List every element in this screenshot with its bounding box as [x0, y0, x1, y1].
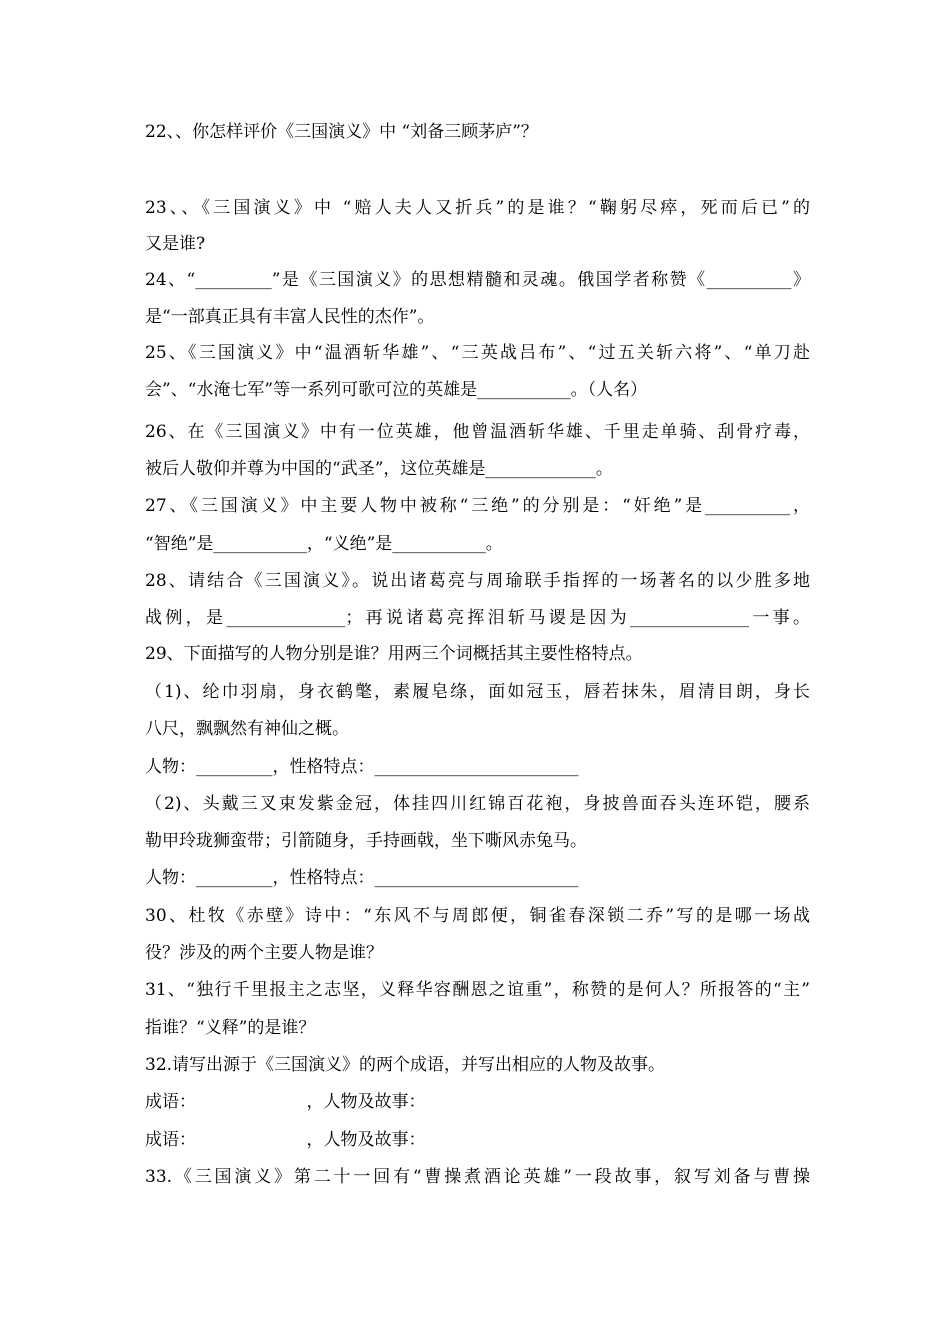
question-23-line-1: 23、、《三国演义》中 “赔人夫人又折兵”的是谁？“鞠躬尽瘁，死而后已”的	[145, 198, 810, 218]
question-31-line-2: 指谁？“义释”的是谁？	[145, 1018, 316, 1038]
question-28-line-1: 28、请结合《三国演义》。说出诸葛亮与周瑜联手指挥的一场著名的以少胜多地	[145, 571, 810, 591]
question-31-line-1: 31、“独行千里报主之志坚，义释华容酬恩之谊重”，称赞的是何人？所报答的“主”	[145, 980, 810, 1000]
question-29-1-answer: 人物：_________，性格特点：________________________	[145, 757, 579, 777]
question-29-2-answer: 人物：_________，性格特点：________________________	[145, 868, 579, 888]
question-22: 22、、你怎样评价《三国演义》中 “刘备三顾茅庐”？	[145, 122, 538, 142]
question-32-idiom-1: 成语： ，人物及故事：	[145, 1092, 426, 1112]
question-29: 29、下面描写的人物分别是谁？用两三个词概括其主要性格特点。	[145, 644, 643, 664]
question-29-2-line-2: 勒甲玲珑狮蛮带；引箭随身，手持画戟，坐下嘶风赤兔马。	[145, 831, 587, 851]
question-24-line-2: 是“一部真正具有丰富人民性的杰作”。	[145, 307, 435, 327]
question-25-line-2: 会”、“水淹七军”等一系列可歌可泣的英雄是___________。（人名）	[145, 380, 648, 400]
question-32: 32.请写出源于《三国演义》的两个成语，并写出相应的人物及故事。	[145, 1055, 666, 1075]
question-30-line-2: 役？涉及的两个主要人物是谁？	[145, 943, 383, 963]
question-27-line-2: “智绝”是___________，“义绝”是___________。	[145, 534, 503, 554]
question-29-1-line-2: 八尺，飘飘然有神仙之概。	[145, 719, 349, 739]
question-30-line-1: 30、杜牧《赤壁》诗中：“东风不与周郎便，铜雀春深锁二乔”写的是哪一场战	[145, 906, 810, 926]
question-26-line-1: 26、在《三国演义》中有一位英雄，他曾温酒斩华雄、千里走单骑、刮骨疗毒，	[145, 422, 810, 442]
question-32-idiom-2: 成语： ，人物及故事：	[145, 1130, 426, 1150]
question-29-1-line-1: （1)、纶巾羽扇，身衣鹤氅，素履皂绦，面如冠玉，唇若抹朱，眉清目朗，身长	[145, 682, 810, 702]
question-28-line-2: 战例，是______________；再说诸葛亮挥泪斩马谡是因为______________一事。	[145, 608, 810, 628]
question-23-line-2: 又是谁?	[145, 234, 206, 254]
question-25-line-1: 25、《三国演义》中“温酒斩华雄”、“三英战吕布”、“过五关斩六将”、“单刀赴	[145, 343, 810, 363]
question-27-line-1: 27、《三国演义》中主要人物中被称“三绝”的分别是：“奸绝”是__________，	[145, 496, 810, 516]
question-24-line-1: 24、“_________”是《三国演义》的思想精髓和灵魂。俄国学者称赞《__________》	[145, 270, 810, 290]
question-33-line-1: 33.《三国演义》第二十一回有“曹操煮酒论英雄”一段故事，叙写刘备与曹操	[145, 1167, 810, 1187]
question-26-line-2: 被后人敬仰并尊为中国的“武圣”，这位英雄是_____________。	[145, 459, 613, 479]
question-29-2-line-1: （2)、头戴三叉束发紫金冠，体挂四川红锦百花袍，身披兽面吞头连环铠，腰系	[145, 794, 810, 814]
